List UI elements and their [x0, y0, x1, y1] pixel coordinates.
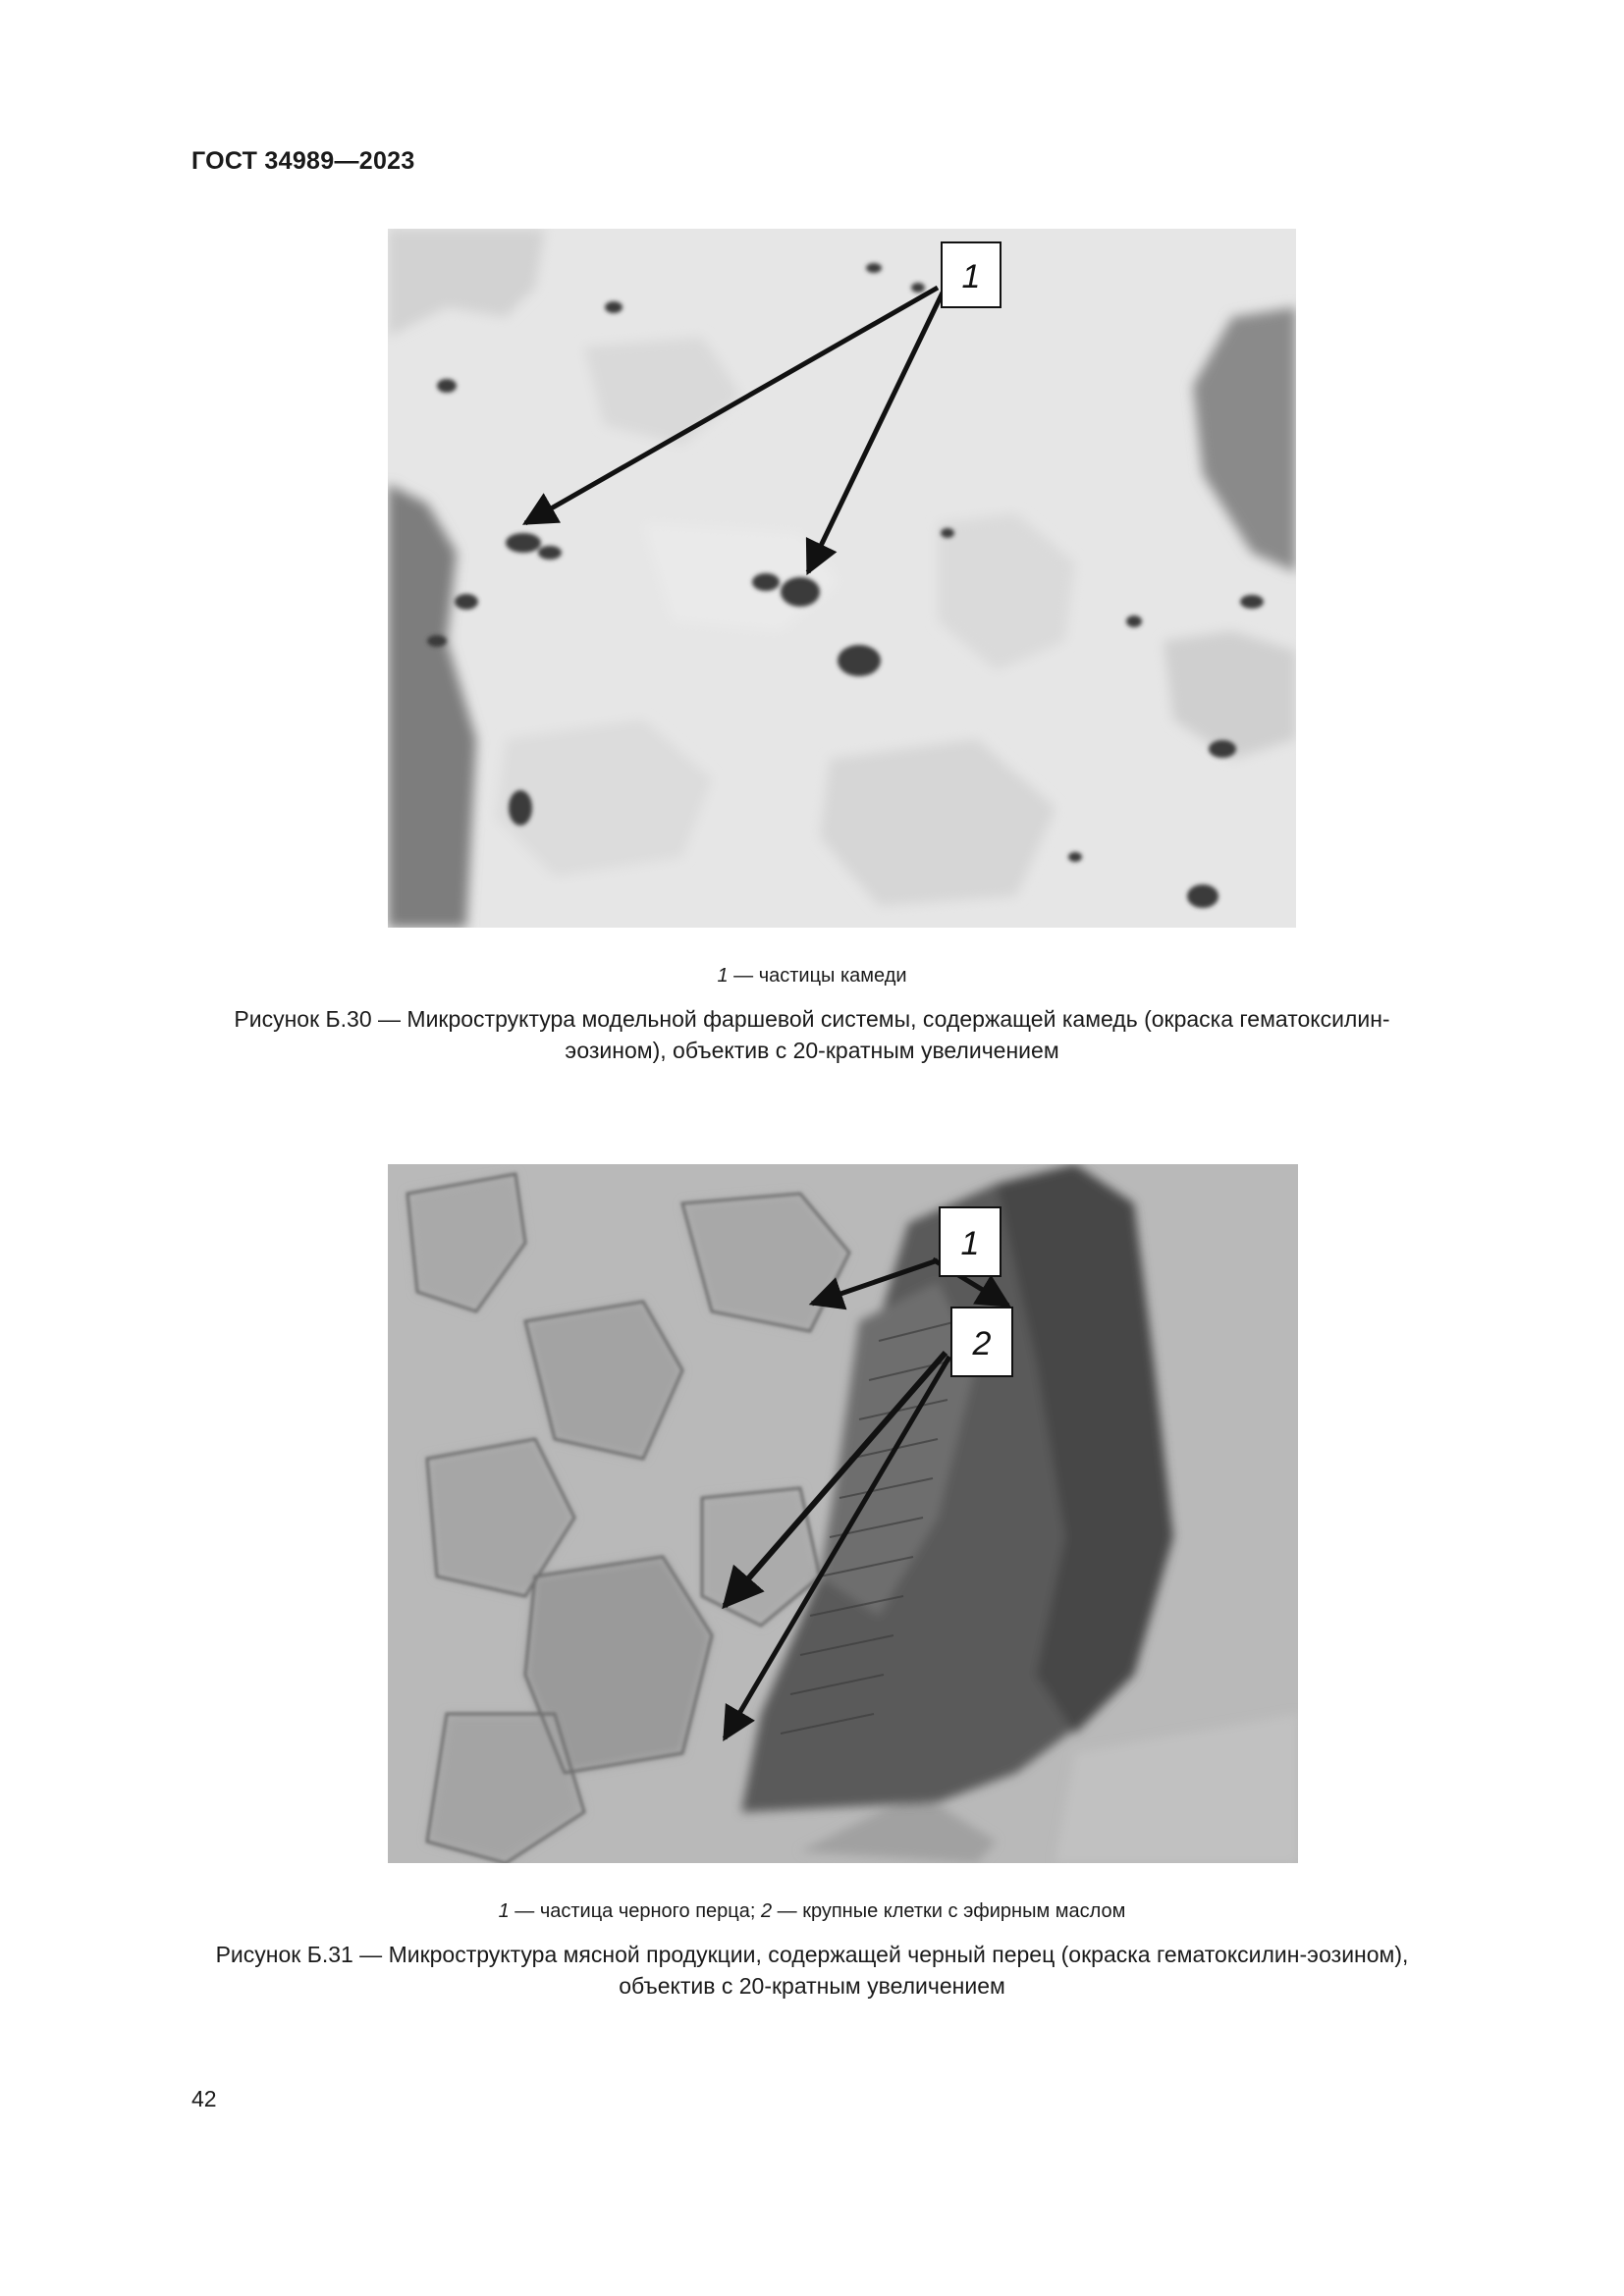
figure-b31-legend — [0, 1900, 1624, 1923]
caption-line: Рисунок Б.30 — Микроструктура модельной фаршевой системы, содержащей камедь (окраска гематоксилин- — [234, 1006, 1390, 1032]
figure-b31-caption — [147, 1939, 1477, 2002]
micrograph-figure-b30 — [388, 229, 1296, 928]
svg-text:2: 2 — [972, 1325, 992, 1362]
micrograph-b31-image — [388, 1164, 1298, 1863]
document-code: ГОСТ 34989—2023 — [191, 147, 415, 175]
legend-number: 1 — [498, 1900, 510, 1922]
figure-b30-caption — [147, 1003, 1477, 1066]
svg-text:1: 1 — [961, 258, 981, 295]
legend-text: — частица черного перца; — [509, 1900, 761, 1922]
svg-text:1: 1 — [960, 1225, 980, 1262]
figure-b30-legend — [0, 965, 1624, 988]
callout-2-b31 — [951, 1308, 1012, 1376]
legend-text: — крупные клетки с эфирным маслом — [772, 1900, 1126, 1922]
callout-1-b30 — [942, 242, 1001, 307]
legend-text: — частицы камеди — [728, 965, 907, 987]
page-number: 42 — [191, 2086, 217, 2111]
caption-line: объектив с 20-кратным увеличением — [619, 1973, 1005, 1999]
micrograph-figure-b31 — [388, 1164, 1298, 1863]
caption-line: Рисунок Б.31 — Микроструктура мясной продукции, содержащей черный перец (окраска гематоксилин-эозином), — [215, 1942, 1409, 1967]
micrograph-b30-image — [388, 229, 1296, 928]
legend-number: 2 — [760, 1900, 773, 1922]
legend-number: 1 — [717, 965, 729, 987]
caption-line: эозином), объектив с 20-кратным увеличением — [565, 1038, 1059, 1063]
callout-1-b31 — [940, 1207, 1001, 1276]
